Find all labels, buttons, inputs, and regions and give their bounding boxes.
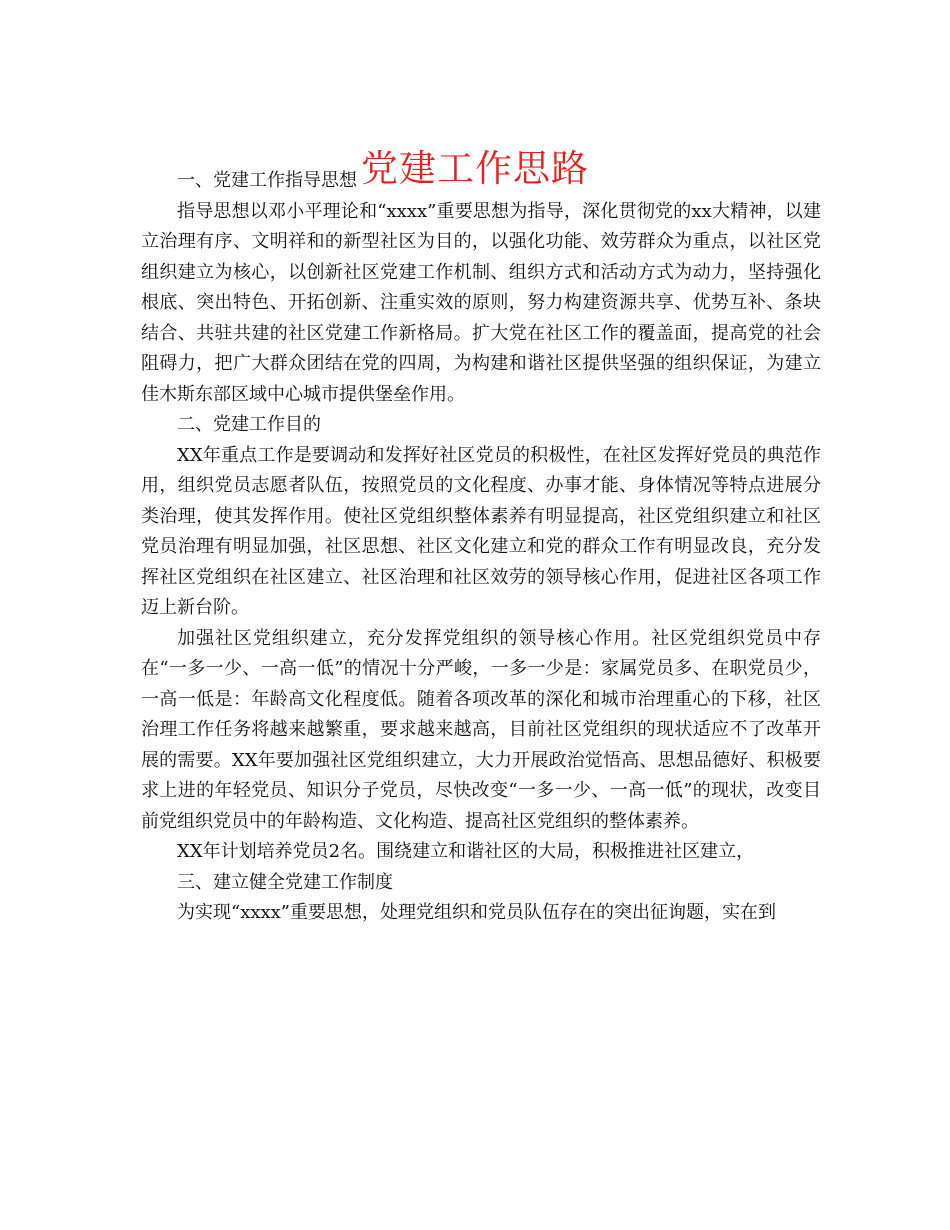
paragraph: 为实现“xxxx”重要思想，处理党组织和党员队伍存在的突出征询题，实在到 xyxy=(177,902,777,923)
document-body xyxy=(141,166,821,929)
document-title: 党建工作思路 xyxy=(361,146,589,190)
paragraph: 指导思想以邓小平理论和“xxxx”重要思想为指导，深化贯彻党的xx大精神，以建立治理有序、文明祥和的新型社区为目的，以强化功能、效劳群众为重点，以社区党组织建立为核心，以创新社区党建工作机制、组织方式和活动方式为动力，坚持强化根底、突出特色、开拓创新、注重实效的原则，努力构建资源共享、优势互补、条块结合、共驻共建的社区党建工作新格局。扩大党在社区工作的覆盖面，提高党的社会阻碍力，把广大群众团结在党的四周，为构建和谐社区提供坚强的组织保证，为建立佳木斯东部区域中心城市提供堡垒作用。 xyxy=(141,200,821,405)
paragraph: XX年重点工作是要调动和发挥好社区党员的积极性，在社区发挥好党员的典范作用，组织党员志愿者队伍，按照党员的文化程度、办事才能、身体情况等特点进展分类治理，使其发挥作用。使社区党组织整体素养有明显提高，社区党组织建立和社区党员治理有明显加强，社区思想、社区文化建立和党的群众工作有明显改良，充分发挥社区党组织在社区建立、社区治理和社区效劳的领导核心作用，促进社区各项工作迈上新台阶。 xyxy=(141,444,821,618)
section-heading-1: 一、党建工作指导思想 xyxy=(177,170,357,191)
paragraph: 加强社区党组织建立，充分发挥党组织的领导核心作用。社区党组织党员中存在“一多一少、一高一低”的情况十分严峻，一多一少是：家属党员多、在职党员少，一高一低是：年龄高文化程度低。随着各项改革的深化和城市治理重心的下移，社区治理工作任务将越来越繁重，要求越来越高，目前社区党组织的现状适应不了改革开展的需要。XX年要加强社区党组织建立，大力开展政治觉悟高、思想品德好、积极要求上进的年轻党员、知识分子党员，尽快改变“一多一少、一高一低”的现状，改变目前党组织党员中的年龄构造、文化构造、提高社区党组织的整体素养。 xyxy=(141,627,821,832)
paragraph: XX年计划培养党员2名。围绕建立和谐社区的大局，积极推进社区建立， xyxy=(177,841,755,862)
section-heading-3: 三、建立健全党建工作制度 xyxy=(177,871,393,893)
section-heading-2: 二、党建工作目的 xyxy=(177,414,321,435)
